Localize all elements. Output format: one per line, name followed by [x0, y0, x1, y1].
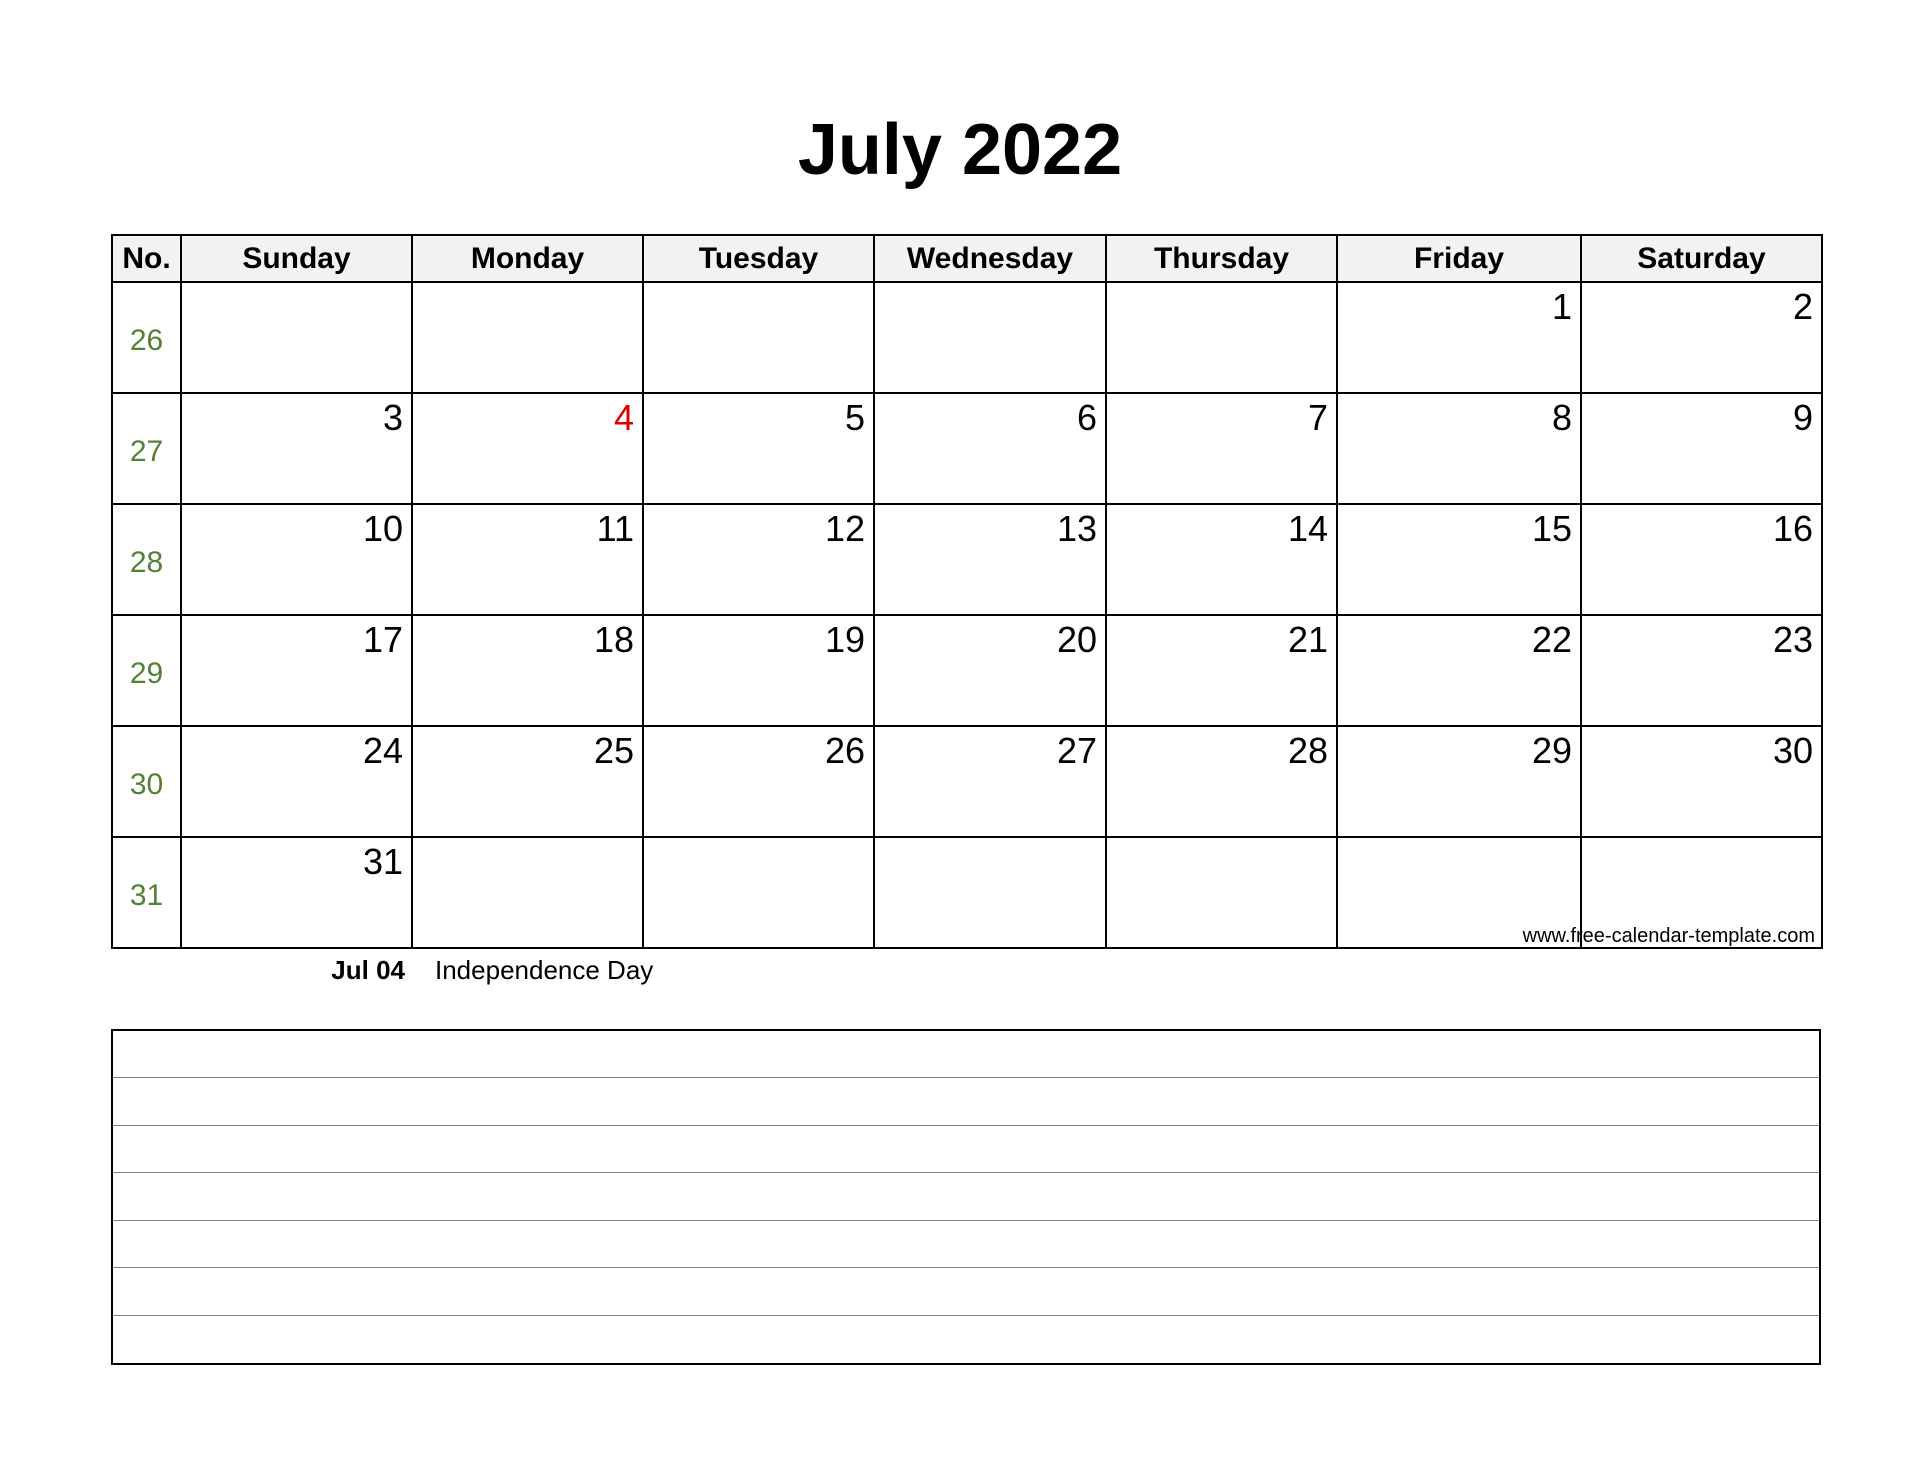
- notes-area: [111, 1029, 1821, 1365]
- week-row: [112, 504, 1822, 615]
- day-cell: [1106, 282, 1337, 393]
- calendar-title: July 2022: [797, 110, 1123, 190]
- website-url: www.free-calendar-template.com: [1522, 925, 1815, 947]
- day-cell: [874, 837, 1106, 948]
- day-cell: 7: [1106, 393, 1337, 504]
- week-row: [112, 615, 1822, 726]
- calendar-grid: [111, 234, 1823, 949]
- week-number-header: No.: [112, 235, 181, 282]
- week-number: 26: [112, 282, 181, 393]
- holiday-list: [260, 953, 653, 987]
- day-cell: 8: [1337, 393, 1581, 504]
- day-cell: 3: [181, 393, 412, 504]
- day-cell: 2: [1581, 282, 1822, 393]
- day-cell: 25: [412, 726, 643, 837]
- holiday-entry: [260, 953, 653, 987]
- weekday-header-row: [112, 235, 1822, 282]
- day-cell: 9: [1581, 393, 1822, 504]
- day-cell: 31: [181, 837, 412, 948]
- holiday-day-cell: 4: [412, 393, 643, 504]
- day-cell: 24: [181, 726, 412, 837]
- day-cell: 13: [874, 504, 1106, 615]
- day-cell: 21: [1106, 615, 1337, 726]
- week-row: [112, 393, 1822, 504]
- day-cell: 18: [412, 615, 643, 726]
- weekday-header: Sunday: [181, 235, 412, 282]
- note-line: [113, 1268, 1819, 1315]
- day-cell: 14: [1106, 504, 1337, 615]
- week-number: 27: [112, 393, 181, 504]
- weekday-header: Monday: [412, 235, 643, 282]
- day-cell: 11: [412, 504, 643, 615]
- day-cell: [181, 282, 412, 393]
- day-cell: 30: [1581, 726, 1822, 837]
- day-cell: 5: [643, 393, 874, 504]
- day-cell: 17: [181, 615, 412, 726]
- weekday-header: Saturday: [1581, 235, 1822, 282]
- day-cell: [874, 282, 1106, 393]
- day-cell: [643, 837, 874, 948]
- day-cell: 29: [1337, 726, 1581, 837]
- day-cell: 28: [1106, 726, 1337, 837]
- day-cell: 10: [181, 504, 412, 615]
- note-line: [113, 1173, 1819, 1220]
- weekday-header: Tuesday: [643, 235, 874, 282]
- note-line: [113, 1316, 1819, 1363]
- day-cell: 22: [1337, 615, 1581, 726]
- weekday-header: Thursday: [1106, 235, 1337, 282]
- weekday-header: Friday: [1337, 235, 1581, 282]
- day-cell: 19: [643, 615, 874, 726]
- day-cell: 20: [874, 615, 1106, 726]
- week-number: 31: [112, 837, 181, 948]
- note-line: [113, 1031, 1819, 1078]
- day-cell: 27: [874, 726, 1106, 837]
- day-cell: 12: [643, 504, 874, 615]
- holiday-name: Independence Day: [435, 955, 654, 985]
- week-number: 28: [112, 504, 181, 615]
- week-number: 29: [112, 615, 181, 726]
- day-cell: 23: [1581, 615, 1822, 726]
- week-row: [112, 726, 1822, 837]
- weekday-header: Wednesday: [874, 235, 1106, 282]
- note-line: [113, 1221, 1819, 1268]
- day-cell: [412, 837, 643, 948]
- week-number: 30: [112, 726, 181, 837]
- week-row: [112, 282, 1822, 393]
- day-cell: [412, 282, 643, 393]
- day-cell: 16: [1581, 504, 1822, 615]
- day-cell: 15: [1337, 504, 1581, 615]
- note-line: [113, 1126, 1819, 1173]
- day-cell: 1: [1337, 282, 1581, 393]
- note-line: [113, 1078, 1819, 1125]
- day-cell: [643, 282, 874, 393]
- holiday-date: Jul 04: [331, 955, 405, 985]
- day-cell: 6: [874, 393, 1106, 504]
- day-cell: 26: [643, 726, 874, 837]
